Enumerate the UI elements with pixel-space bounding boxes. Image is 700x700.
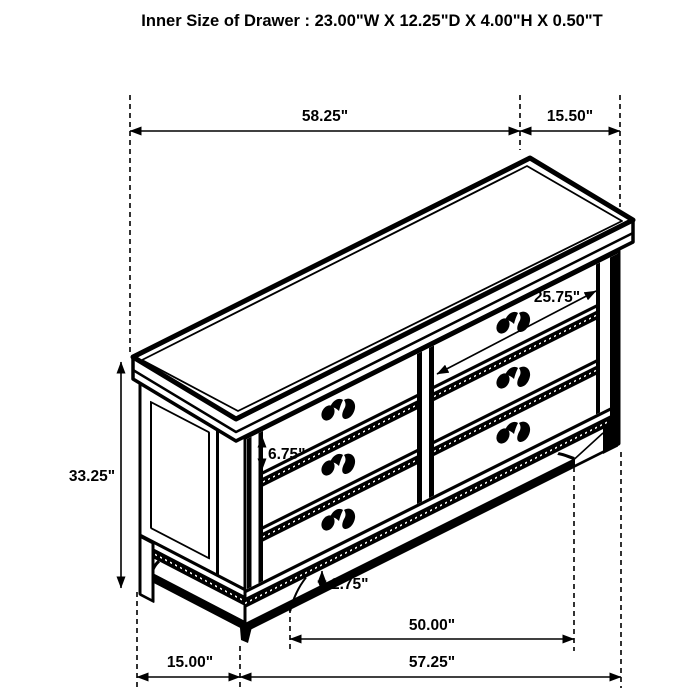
dim-overall-height-label: 33.25" — [68, 468, 116, 485]
diagram-title: Inner Size of Drawer : 23.00"W X 12.25"D X 4.00"H X 0.50"T — [141, 12, 603, 30]
dim-drawer-face-height-label: 6.75" — [268, 446, 306, 463]
back-left-foot — [140, 536, 153, 601]
dim-side-depth-label: 15.00" — [166, 654, 214, 671]
dim-base-height-label: 2.75" — [331, 576, 369, 593]
dim-drawer-width-label: 25.75" — [533, 289, 581, 306]
dim-base-span-label: 50.00" — [408, 617, 456, 634]
dim-front-width-label: 57.25" — [408, 654, 456, 671]
dim-top-length-label: 58.25" — [301, 108, 349, 125]
side-corner-post-edge — [216, 423, 219, 578]
dim-top-depth-label: 15.50" — [546, 108, 594, 125]
